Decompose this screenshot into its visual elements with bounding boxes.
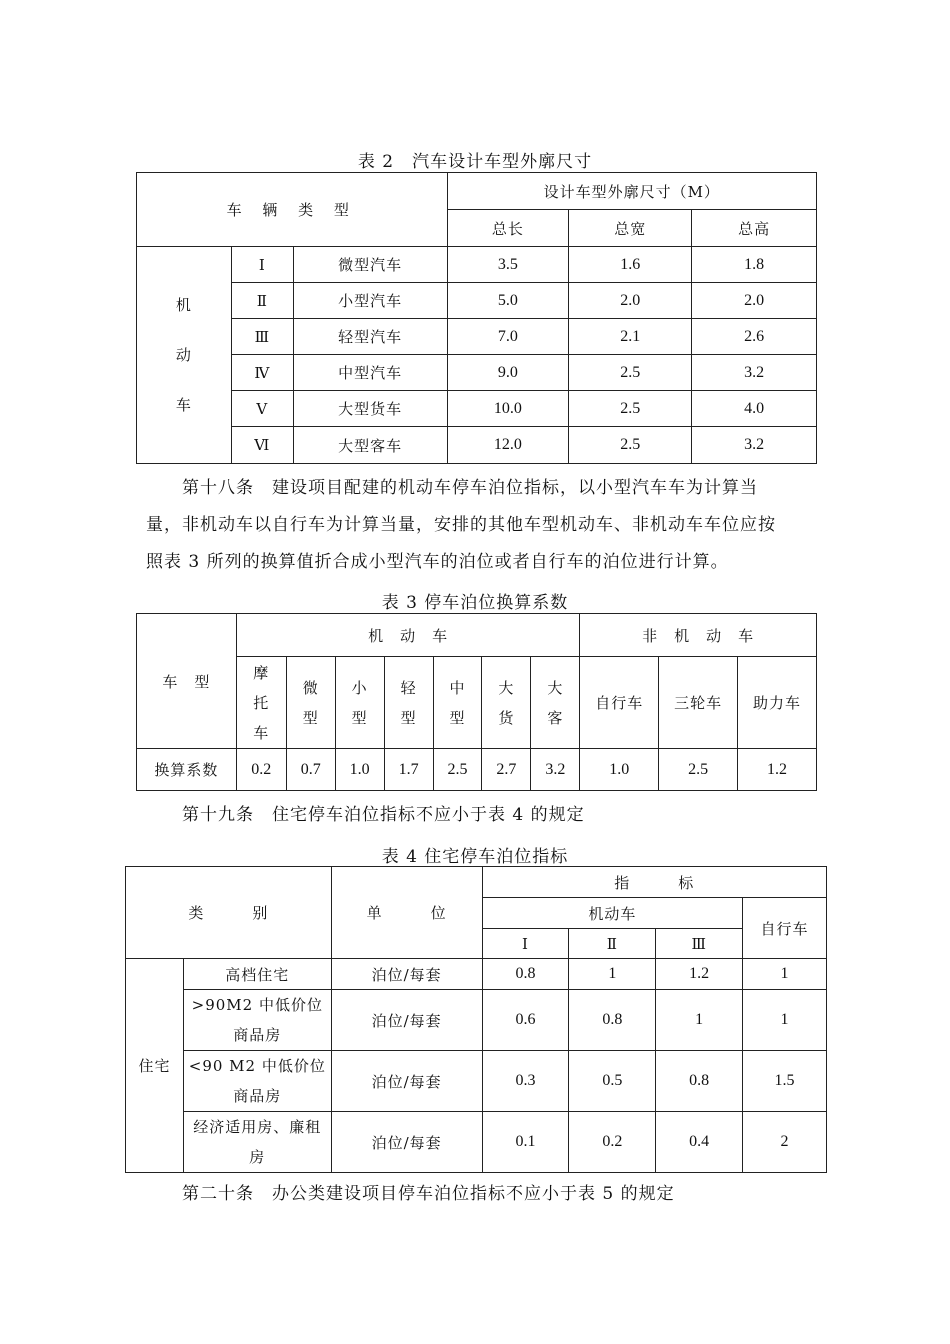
coefficient-cell: 1.2 bbox=[738, 749, 817, 791]
vehicle-code: Ⅵ bbox=[231, 427, 293, 464]
coefficient-cell: 2.7 bbox=[482, 749, 531, 791]
table2-header-type: 车 辆 类 型 bbox=[137, 173, 448, 247]
coefficient-cell: 2.5 bbox=[659, 749, 738, 791]
coefficient-cell: 1.0 bbox=[335, 749, 384, 791]
width-cell: 2.5 bbox=[569, 427, 692, 464]
vehicle-name: 大型货车 bbox=[293, 391, 447, 427]
table2-header-dims: 设计车型外廓尺寸（M） bbox=[447, 173, 816, 210]
table4-header-bike: 自行车 bbox=[743, 898, 827, 959]
index-cell: 0.4 bbox=[656, 1112, 743, 1173]
article19-paragraph: 第十九条 住宅停车泊位指标不应小于表 4 的规定 bbox=[182, 805, 585, 825]
coefficient-cell: 0.7 bbox=[286, 749, 335, 791]
height-cell: 2.0 bbox=[692, 283, 817, 319]
table4-header-motor: 机动车 bbox=[482, 898, 743, 929]
article18-paragraph bbox=[146, 470, 818, 581]
coefficient-cell: 2.5 bbox=[433, 749, 482, 791]
level-header: Ⅰ bbox=[482, 929, 569, 959]
table-row bbox=[137, 283, 817, 319]
vehicle-name: 轻型汽车 bbox=[293, 319, 447, 355]
housing-type: <90 M2 中低价位 商品房 bbox=[183, 1051, 331, 1112]
table2-group-label: 机 动 车 bbox=[137, 247, 232, 464]
index-cell: 0.8 bbox=[569, 990, 656, 1051]
nonmotor-type-tricycle: 三轮车 bbox=[659, 657, 738, 749]
table2 bbox=[136, 172, 817, 464]
vehicle-code: Ⅰ bbox=[231, 247, 293, 283]
table3-header-motor: 机 动 车 bbox=[236, 614, 579, 657]
index-cell: 0.5 bbox=[569, 1051, 656, 1112]
table2-caption: 表 2 汽车设计车型外廓尺寸 bbox=[357, 152, 593, 172]
height-cell: 3.2 bbox=[692, 355, 817, 391]
motor-type-small: 小 型 bbox=[335, 657, 384, 749]
index-cell: 0.6 bbox=[482, 990, 569, 1051]
level-header: Ⅲ bbox=[656, 929, 743, 959]
index-cell: 1 bbox=[569, 959, 656, 990]
table-row bbox=[137, 427, 817, 464]
height-cell: 2.6 bbox=[692, 319, 817, 355]
table-row bbox=[126, 959, 827, 990]
bike-index-cell: 2 bbox=[743, 1112, 827, 1173]
vehicle-name: 中型汽车 bbox=[293, 355, 447, 391]
height-cell: 3.2 bbox=[692, 427, 817, 464]
unit-cell: 泊位/每套 bbox=[331, 1051, 482, 1112]
article18-line: 照表 3 所列的换算值折合成小型汽车的泊位或者自行车的泊位进行计算。 bbox=[146, 552, 729, 572]
vehicle-code: Ⅲ bbox=[231, 319, 293, 355]
bike-index-cell: 1 bbox=[743, 990, 827, 1051]
table4 bbox=[125, 866, 827, 1173]
nonmotor-type-bicycle: 自行车 bbox=[580, 657, 659, 749]
coefficient-cell: 3.2 bbox=[531, 749, 580, 791]
motor-type-mini: 微 型 bbox=[286, 657, 335, 749]
length-cell: 5.0 bbox=[447, 283, 569, 319]
vehicle-code: Ⅴ bbox=[231, 391, 293, 427]
length-cell: 9.0 bbox=[447, 355, 569, 391]
coefficient-cell: 1.0 bbox=[580, 749, 659, 791]
width-cell: 1.6 bbox=[569, 247, 692, 283]
width-cell: 2.5 bbox=[569, 391, 692, 427]
table3-header-type: 车 型 bbox=[137, 614, 237, 749]
article18-line: 量，非机动车以自行车为计算当量，安排的其他车型机动车、非机动车车位应按 bbox=[146, 515, 776, 535]
length-cell: 3.5 bbox=[447, 247, 569, 283]
table-row bbox=[137, 247, 817, 283]
bike-index-cell: 1 bbox=[743, 959, 827, 990]
motor-type-large-bus: 大 客 bbox=[531, 657, 580, 749]
vehicle-code: Ⅳ bbox=[231, 355, 293, 391]
width-cell: 2.1 bbox=[569, 319, 692, 355]
motor-type-medium: 中 型 bbox=[433, 657, 482, 749]
length-cell: 7.0 bbox=[447, 319, 569, 355]
index-cell: 0.8 bbox=[482, 959, 569, 990]
index-cell: 1.2 bbox=[656, 959, 743, 990]
table2-col-length: 总长 bbox=[447, 210, 569, 247]
table3-caption: 表 3 停车泊位换算系数 bbox=[381, 593, 569, 613]
table-row bbox=[137, 391, 817, 427]
vehicle-name: 微型汽车 bbox=[293, 247, 447, 283]
article20-paragraph: 第二十条 办公类建设项目停车泊位指标不应小于表 5 的规定 bbox=[182, 1184, 675, 1204]
table3-row-label: 换算系数 bbox=[137, 749, 237, 791]
nonmotor-type-moped: 助力车 bbox=[738, 657, 817, 749]
table3 bbox=[136, 613, 817, 791]
unit-cell: 泊位/每套 bbox=[331, 990, 482, 1051]
table4-caption: 表 4 住宅停车泊位指标 bbox=[381, 847, 569, 867]
index-cell: 0.1 bbox=[482, 1112, 569, 1173]
table-row bbox=[126, 1112, 827, 1173]
bike-index-cell: 1.5 bbox=[743, 1051, 827, 1112]
motor-type-motorcycle: 摩 托 车 bbox=[236, 657, 286, 749]
table-row bbox=[137, 319, 817, 355]
table3-header-nonmotor: 非 机 动 车 bbox=[580, 614, 817, 657]
vehicle-name: 大型客车 bbox=[293, 427, 447, 464]
table-row bbox=[126, 990, 827, 1051]
level-header: Ⅱ bbox=[569, 929, 656, 959]
index-cell: 1 bbox=[656, 990, 743, 1051]
table2-col-height: 总高 bbox=[692, 210, 817, 247]
vehicle-code: Ⅱ bbox=[231, 283, 293, 319]
table4-header-category: 类 别 bbox=[126, 867, 332, 959]
article18-line: 第十八条 建设项目配建的机动车停车泊位指标，以小型汽车车为计算当 bbox=[182, 478, 758, 498]
table4-group-label: 住宅 bbox=[126, 959, 184, 1173]
index-cell: 0.3 bbox=[482, 1051, 569, 1112]
vehicle-name: 小型汽车 bbox=[293, 283, 447, 319]
coefficient-cell: 1.7 bbox=[384, 749, 433, 791]
width-cell: 2.5 bbox=[569, 355, 692, 391]
housing-type: >90M2 中低价位 商品房 bbox=[183, 990, 331, 1051]
table-row bbox=[126, 1051, 827, 1112]
table4-header-index: 指 标 bbox=[482, 867, 826, 898]
table2-col-width: 总宽 bbox=[569, 210, 692, 247]
unit-cell: 泊位/每套 bbox=[331, 959, 482, 990]
height-cell: 4.0 bbox=[692, 391, 817, 427]
table4-header-unit: 单 位 bbox=[331, 867, 482, 959]
housing-type: 经济适用房、廉租 房 bbox=[183, 1112, 331, 1173]
length-cell: 10.0 bbox=[447, 391, 569, 427]
height-cell: 1.8 bbox=[692, 247, 817, 283]
motor-type-large-truck: 大 货 bbox=[482, 657, 531, 749]
length-cell: 12.0 bbox=[447, 427, 569, 464]
unit-cell: 泊位/每套 bbox=[331, 1112, 482, 1173]
index-cell: 0.8 bbox=[656, 1051, 743, 1112]
width-cell: 2.0 bbox=[569, 283, 692, 319]
coefficient-cell: 0.2 bbox=[236, 749, 286, 791]
index-cell: 0.2 bbox=[569, 1112, 656, 1173]
housing-type: 高档住宅 bbox=[183, 959, 331, 990]
table-row bbox=[137, 355, 817, 391]
motor-type-light: 轻 型 bbox=[384, 657, 433, 749]
table-row bbox=[137, 749, 817, 791]
